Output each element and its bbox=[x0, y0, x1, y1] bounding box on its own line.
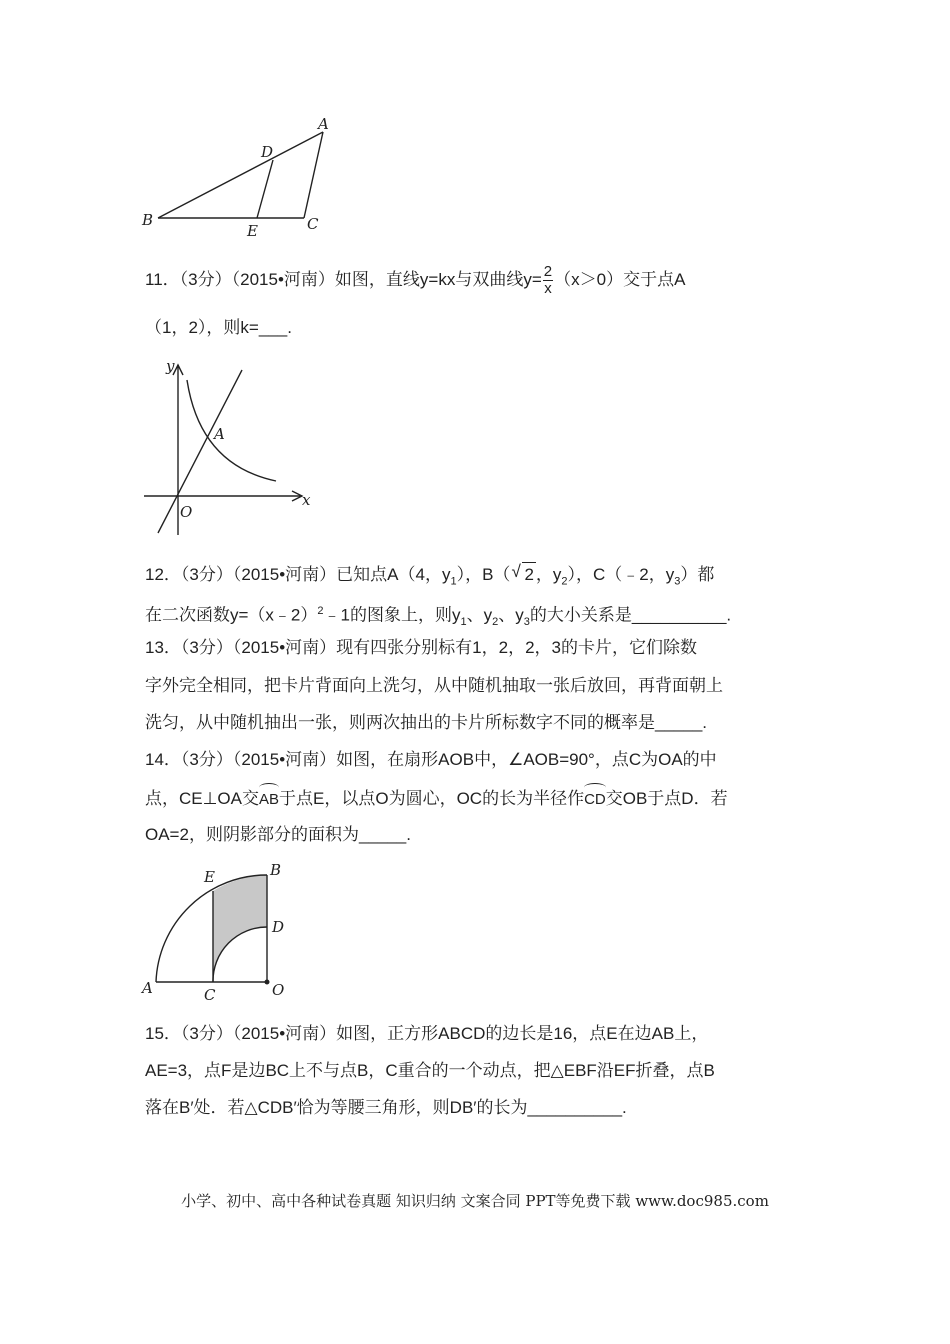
arc-CD: CD bbox=[584, 786, 606, 812]
label-B: B bbox=[270, 861, 282, 879]
q12-line1: 12．（3分）（2015•河南）已知点A（4，$y_1$），B（√ 2 ，$y_2$），C（﹣2，$y_3$）都 bbox=[145, 562, 714, 593]
q12-line2: 在二次函数y=（x﹣2）$^2$﹣1的图象上，则$y_1$、$y_2$、$y_3$的大小关系是__________. bbox=[145, 605, 732, 629]
fraction-2-over-x: $\frac{2}{x}$ bbox=[543, 263, 553, 297]
axis-label-y: y bbox=[166, 357, 175, 375]
label-B: B bbox=[142, 211, 154, 229]
q14-line2: 点，CE⊥OA交AB于点E，以点O为圆心，OC的长为半径作CD交OB于点D．若 bbox=[145, 786, 728, 812]
origin-label: O bbox=[180, 503, 193, 521]
label-C: C bbox=[204, 986, 216, 1003]
label-D: D bbox=[261, 143, 274, 161]
q13-line3: 洗匀，从中随机抽出一张，则两次抽出的卡片所标数字不同的概率是_____. bbox=[145, 713, 707, 732]
label-D: D bbox=[272, 918, 285, 936]
q14-line1: 14．（3分）（2015•河南）如图，在扇形AOB中，∠AOB=90°，点C为OA的中 bbox=[145, 750, 717, 769]
label-A: A bbox=[142, 979, 153, 997]
q14-line3: OA=2，则阴影部分的面积为_____. bbox=[145, 825, 411, 844]
graph-figure bbox=[140, 355, 320, 545]
q11-line2: （1，2），则k=___. bbox=[145, 318, 292, 337]
q15-line1: 15．（3分）（2015•河南）如图，正方形ABCD的边长是16，点E在边AB上， bbox=[145, 1024, 709, 1043]
page-footer: 小学、初中、高中各种试卷真题 知识归纳 文案合同 PPT等免费下载 www.doc985.com bbox=[181, 1192, 769, 1210]
arc-AB: AB bbox=[259, 786, 279, 812]
q15-line3: 落在B′处．若△CDB′恰为等腰三角形，则DB′的长为__________. bbox=[145, 1098, 627, 1117]
q11-line1: 11．（3分）（2015•河南）如图，直线y=kx与双曲线y= $\frac{2}{x}$ （x＞0）交于点A bbox=[145, 263, 686, 297]
triangle-figure bbox=[140, 112, 340, 247]
sqrt-2: √ 2 bbox=[522, 562, 535, 587]
point-label-A: A bbox=[214, 425, 225, 443]
label-C: C bbox=[307, 215, 319, 233]
label-O: O bbox=[272, 981, 285, 999]
q13-line2: 字外完全相同，把卡片背面向上洗匀，从中随机抽取一张后放回，再背面朝上 bbox=[145, 676, 723, 695]
q15-line2: AE=3，点F是边BC上不与点B，C重合的一个动点，把△EBF沿EF折叠，点B bbox=[145, 1061, 715, 1080]
shaded-region bbox=[213, 875, 267, 982]
q13-line1: 13．（3分）（2015•河南）现有四张分别标有1，2，2，3的卡片，它们除数 bbox=[145, 638, 697, 657]
label-A: A bbox=[318, 115, 329, 133]
label-E: E bbox=[247, 222, 258, 240]
axis-label-x: x bbox=[302, 491, 311, 509]
label-E: E bbox=[204, 868, 215, 886]
sector-figure bbox=[140, 858, 300, 1008]
